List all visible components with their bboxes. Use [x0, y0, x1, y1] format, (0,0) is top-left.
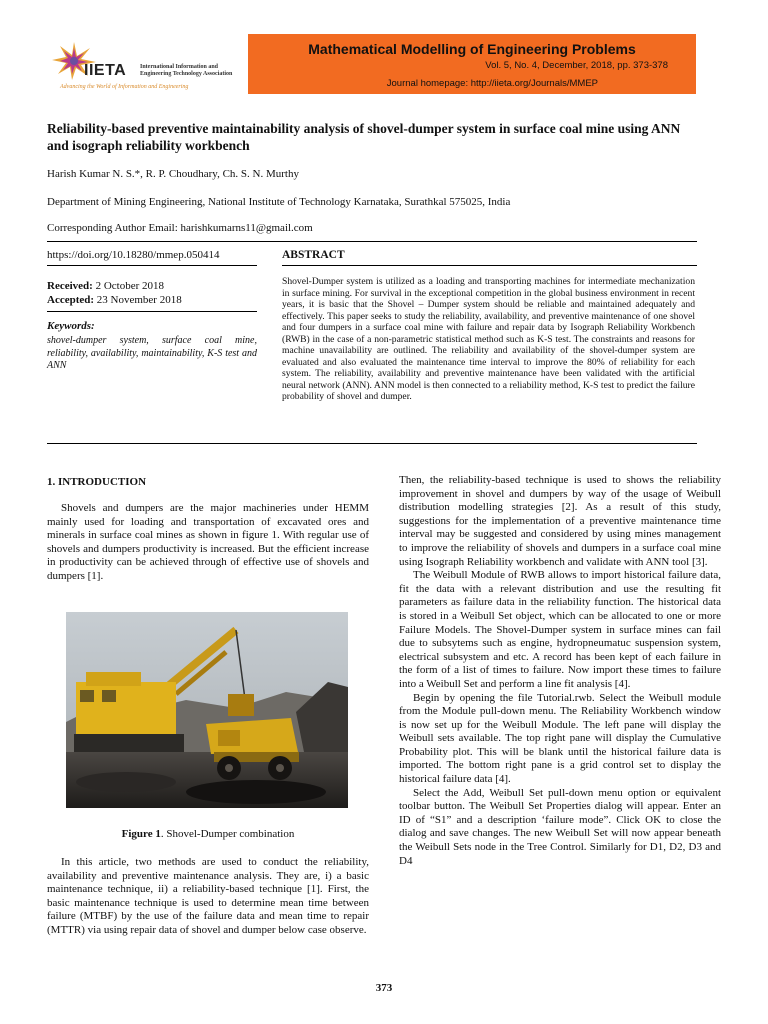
- abstract-heading: ABSTRACT: [282, 249, 345, 261]
- right-column: [399, 474, 721, 868]
- abstract-text: Shovel-Dumper system is utilized as a loading and transporting machines for intermediate mechanization in surface mining. For survival in the exceptional competition in the global business environment in recent years, it is basic that the Shovel – Dumper system should be reliable and maintained adequately and effectively. This paper seeks to study the reliability, availability, and preventive maintenance of one shovel and four dumpers in a surface coal mine with failure and repair data by Isograph Reliability Workbench (RWB) in the case of a non-parametric statistical method such as K-S test. The constraints and reasons for machine unavailability are outlined. The reliability and availability of the shovel-dumper system are evaluated and also evaluated the maintenance time interval to improve the 80% of reliability for each system. The reliability, availability and preventive maintenance have been validated with the artificial neural network (ANN). ANN model is then connected to a reliability method, K-S test to predict the failure probability of shovel and dumper.: [282, 276, 695, 402]
- paragraph: Then, the reliability-based technique is used to shows the reliability improvement in shovel and dumpers by way of the usage of Weibull distribution modelling strategies [2]. As a result of this study, suggestions for the implementation of a preventive maintenance time interval may be suggested and considered by using mines management to improve the reliability of shovels and dumpers in a surface coal mine using Isograph Reliability workbench and validate with ANN tool [3].: [399, 474, 721, 568]
- divider: [47, 265, 257, 266]
- paragraph: Shovels and dumpers are the major machineries under HEMM mainly used for loading and transportation of excavated ores and minerals in surface coal mines as shown in figure 1. With regular use of shovels and dumpers productivity is increased. But the efficient increase in productivity can be achieved through of effective use of shovels and dumpers [1].: [47, 502, 369, 582]
- corresponding-author-email[interactable]: Corresponding Author Email: harishkumarns11@gmail.com: [47, 222, 313, 234]
- shovel-dumper-photo-icon: [66, 612, 348, 808]
- author-list: Harish Kumar N. S.*, R. P. Choudhary, Ch. S. N. Murthy: [47, 168, 299, 180]
- figure-caption-text: . Shovel-Dumper combination: [160, 828, 295, 840]
- paragraph: In this article, two methods are used to conduct the reliability, availability and preventive maintenance analysis. They are, i) a basic maintenance technique, ii) a reliability-based technique [1]. First, the basic maintenance technique is used to determine mean time between failure (MTBF) by the use of the failure data and mean time to repair (MTTR) via using repair data of shovel and dumper below case observe.: [47, 856, 369, 936]
- logo-organization: International Information and Engineering Technology Association: [140, 64, 233, 77]
- figure-label: Figure 1: [121, 828, 161, 840]
- received-date: 2 October 2018: [95, 280, 164, 292]
- paragraph: The Weibull Module of RWB allows to import historical failure data, fit the data with a relevant distribution and use the resulting fit parameters as failure data in the reliability function. The historical data is stored in a Weibull Set object, which can be allocated to one or more Failure Models. The Shovel-Dumper system in surface mines can fail due to subsytems such as engine, hydropneumatuc suspension system, electrical subsystem and etc. A record has been kept of each failure in the form of a list of times to failure. Now import these times to failure into a Weibull Set and perform a line fit analysis [4].: [399, 569, 721, 690]
- journal-title: Mathematical Modelling of Engineering Problems: [308, 41, 636, 57]
- keywords-heading: Keywords:: [47, 320, 95, 332]
- journal-banner: [248, 34, 696, 94]
- figure-caption: [47, 828, 369, 840]
- logo-name: IIETA: [84, 62, 127, 79]
- page-number: 373: [375, 982, 393, 994]
- paragraph: Select the Add, Weibull Set pull-down menu option or equivalent toolbar button. The Weibull Set Properties dialog will appear. Enter an ID of “S1” and a description ‘failure mode”. Click OK to close the dialog and save changes. The new Weibull Set will now appear beneath the Weibull Sets node in the Tree Control. Similarly for D1, D2, D3 and D4: [399, 786, 721, 867]
- keywords: shovel-dumper system, surface coal mine, reliability, availability, maintainability, K-S test and ANN: [47, 335, 257, 371]
- dates-block: [47, 279, 182, 307]
- journal-volume: Vol. 5, No. 4, December, 2018, pp. 373-378: [485, 60, 668, 71]
- doi-link[interactable]: https://doi.org/10.18280/mmep.050414: [47, 249, 220, 261]
- divider: [47, 443, 697, 444]
- divider: [47, 241, 697, 242]
- figure-shovel-dumper: [66, 612, 348, 808]
- logo-tagline: Advancing the World of Information and Engineering: [60, 84, 189, 90]
- received-label: Received:: [47, 280, 93, 292]
- divider: [282, 265, 697, 266]
- accepted-date: 23 November 2018: [96, 294, 182, 306]
- iieta-logo: [44, 40, 244, 96]
- paper-title: Reliability-based preventive maintainability analysis of shovel-dumper system in surface coal mine using ANN and isograph reliability workbench: [47, 121, 681, 153]
- affiliation: Department of Mining Engineering, National Institute of Technology Karnataka, Surathkal 575025, India: [47, 196, 511, 208]
- section-heading-introduction: 1. INTRODUCTION: [47, 476, 147, 488]
- journal-homepage-link[interactable]: Journal homepage: http://iieta.org/Journals/MMEP: [386, 78, 598, 89]
- accepted-label: Accepted:: [47, 294, 95, 306]
- paragraph: Begin by opening the file Tutorial.rwb. Select the Weibull module from the Module pull-down menu. The Reliability Workbench window is now set up for the Weibull Module. The left pane will display the Weibull sets available. The top right pane will display the Cumulative Probability plot. This will be blank until the historical failure data is imported. The bottom right pane is a grid control set to display the historical failure data [4].: [399, 691, 721, 786]
- divider: [47, 311, 257, 312]
